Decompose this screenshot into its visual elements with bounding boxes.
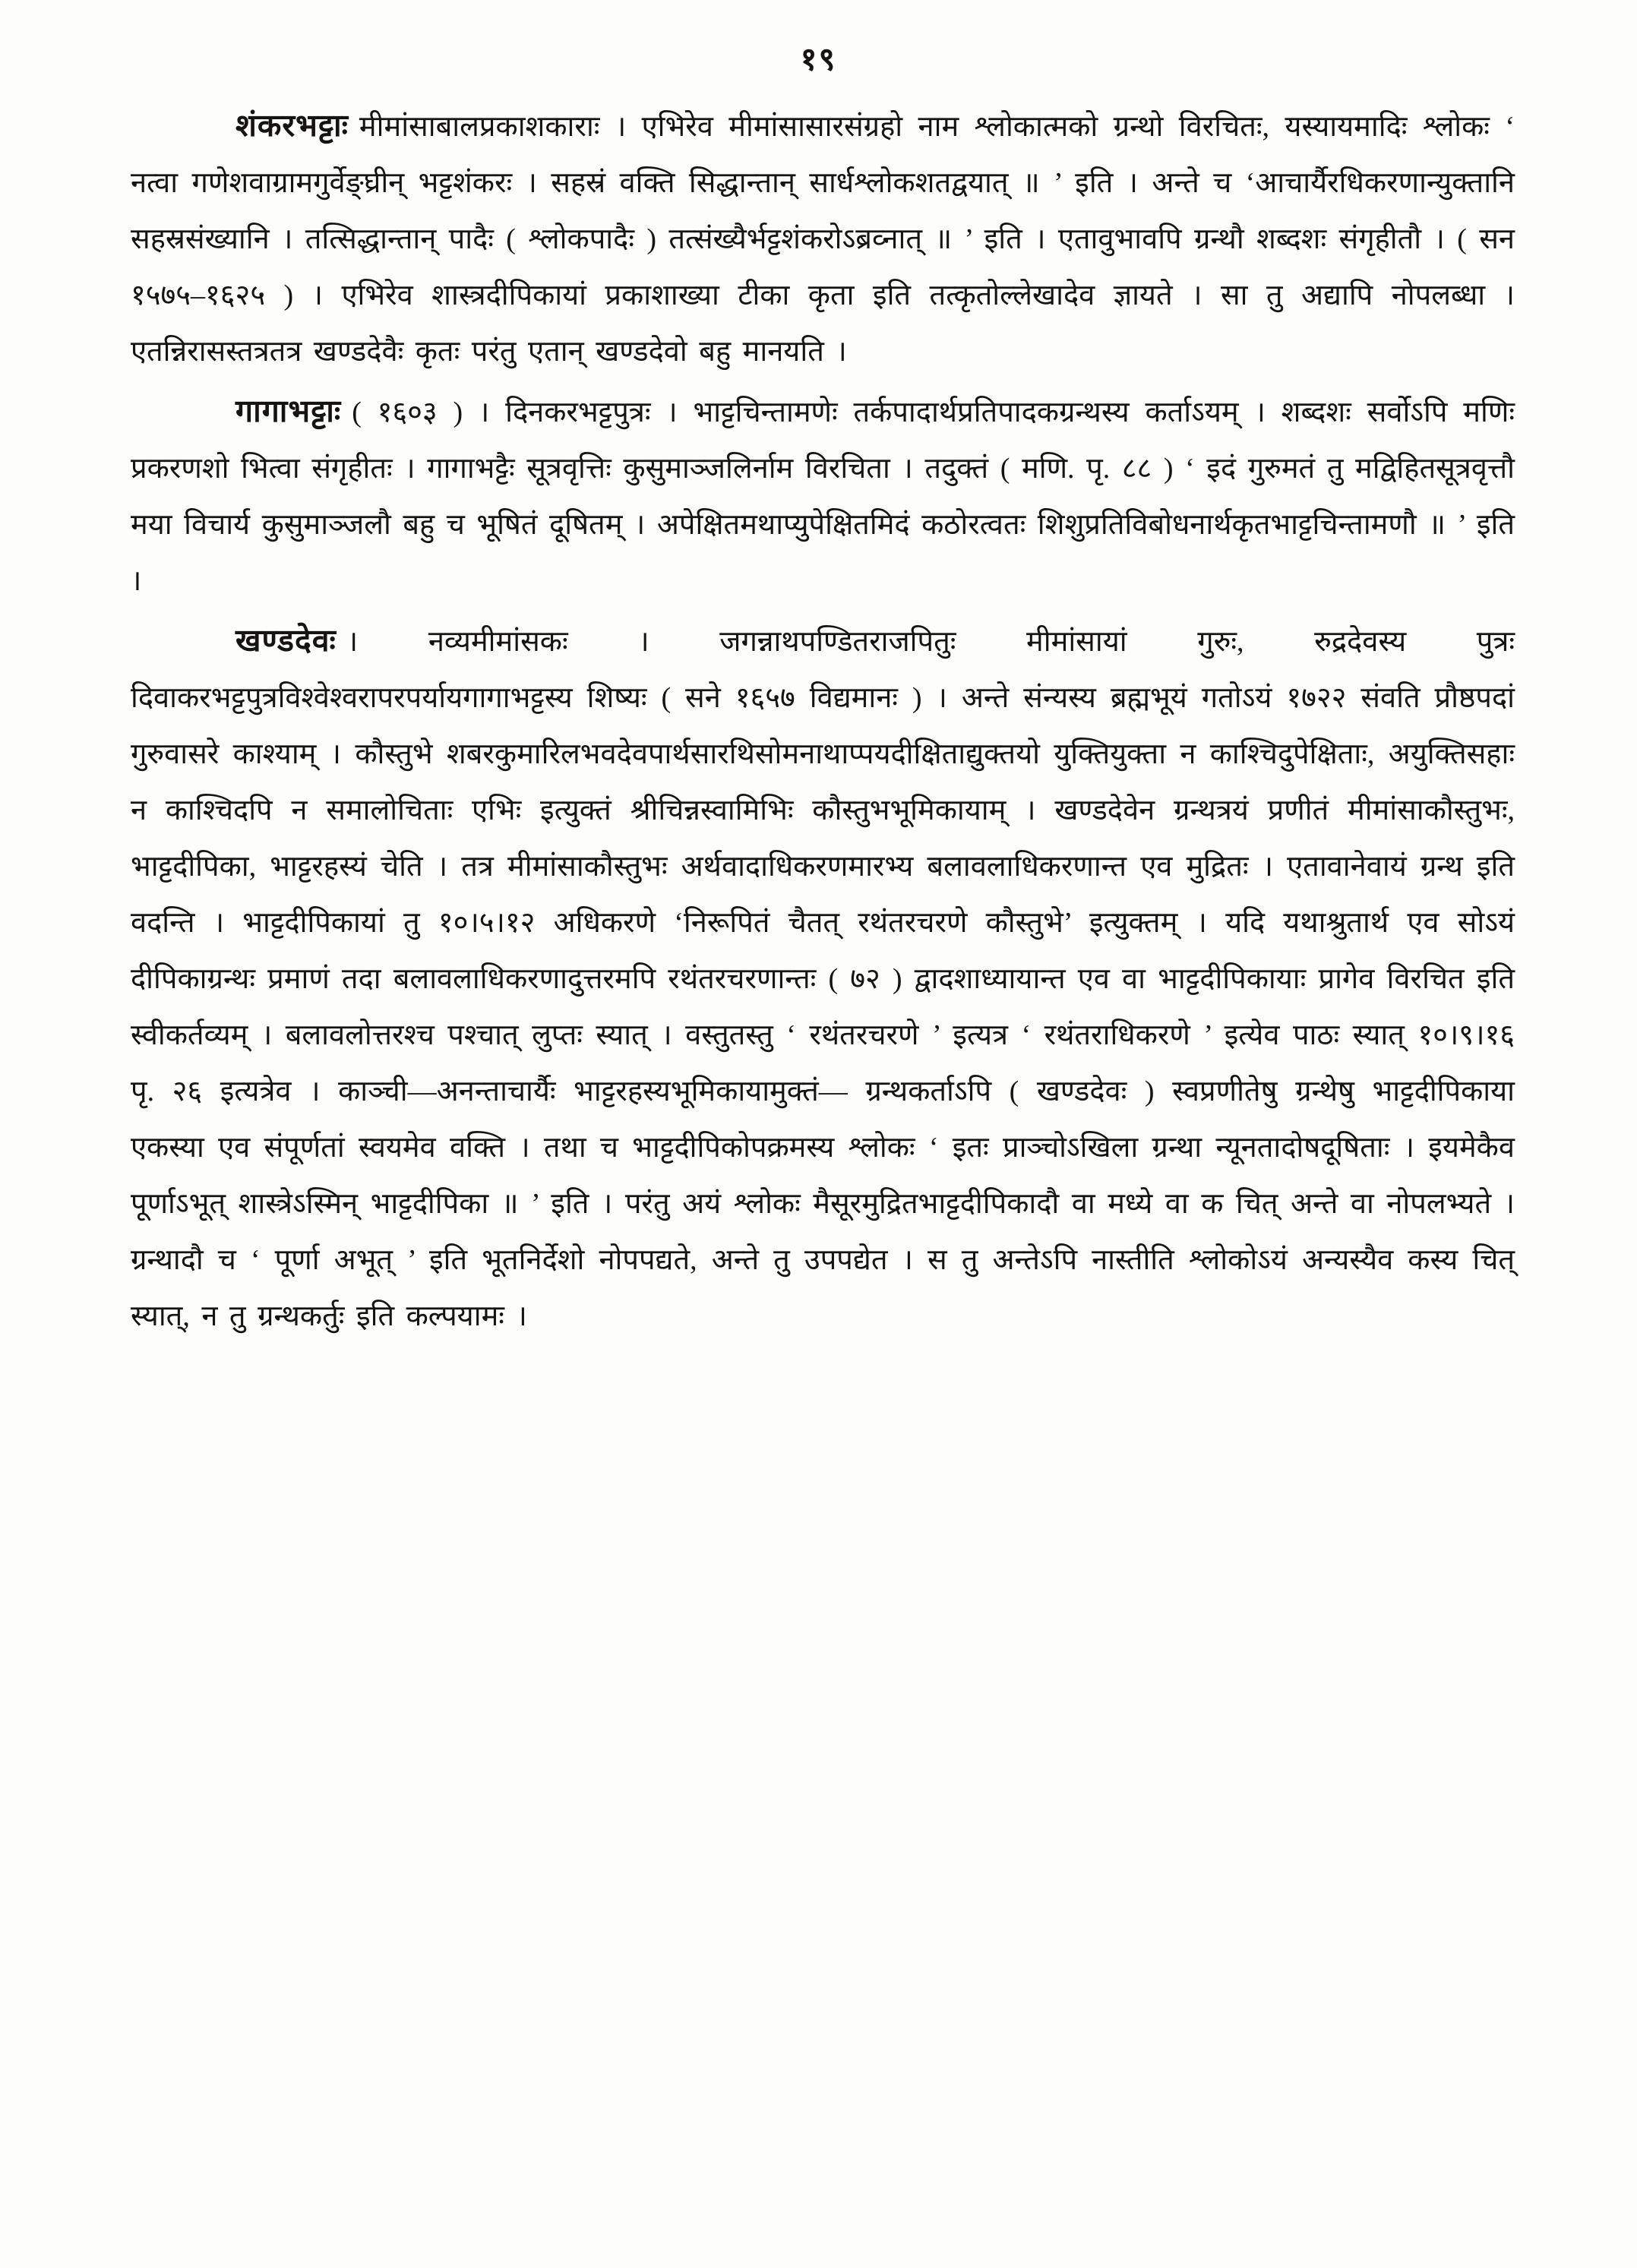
entry-text: । नव्यमीमांसकः । जगन्नाथपण्डितराजपितुः मीमांसायां गुरुः, रुद्रदेवस्य पुत्रः दिवाकरभट्टपुत्रविश्वेश्वरापरपर्यायगागाभट्टस्य शिष्यः ( सने १६५७ विद्यमानः ) । अन्ते संन्यस्य ब्रह्मभूयं गतोऽयं १७२२ संवति प्रौष्ठपदां गुरुवासरे काश्याम् । कौस्तुभे शबरकुमारिलभवदेवपार्थसारथिसोमनाथाप्पयदीक्षिताद्युक्तयो युक्तियुक्ता न काश्चिदुपेक्षिताः, अयुक्तिसहाः न काश्चिदपि न समालोचिताः एभिः इत्युक्तं श्रीचिन्नस्वामिभिः कौस्तुभभूमिकायाम् । खण्डदेवेन ग्रन्थत्रयं प्रणीतं मीमांसाकौस्तुभः, भाट्टदीपिका, भाट्टरहस्यं चेति । तत्र मीमांसाकौस्तुभः अर्थवादाधिकरणमारभ्य बलावलाधिकरणान्त एव मुद्रितः । एतावानेवायं ग्रन्थ इति वदन्ति । भाट्टदीपिकायां तु १०।५।१२ अधिकरणे ‘निरूपितं चैतत् रथंतरचरणे कौस्तुभे’ इत्युक्तम् । यदि यथाश्रुतार्थ एव सोऽयं दीपिकाग्रन्थः प्रमाणं तदा बलावलाधिकरणादुत्तरमपि रथंतरचरणान्तः ( ७२ ) द्वादशाध्यायान्त एव वा भाट्टदीपिकायाः प्रागेव विरचित इति स्वीकर्तव्यम् । बलावलोत्तरश्च पश्चात् लुप्तः स्यात् । वस्तुतस्तु ‘ रथंतरचरणे ’ इत्यत्र ‘ रथंतराधिकरणे ’ इत्येव पाठः स्यात् १०।९।१६ पृ. २६ इत्यत्रेव । काञ्ची—अनन्ताचार्यैः भाट्टरहस्यभूमिकायामुक्तं— ग्रन्थकर्ताऽपि ( खण्डदेवः ) स्वप्रणीतेषु ग्रन्थेषु भाट्टदीपिकाया एकस्या एव संपूर्णतां स्वयमेव वक्ति । तथा च भाट्टदीपिकोपक्रमस्य श्लोकः ‘ इतः प्राञ्चोऽखिला ग्रन्था न्यूनतादोषदूषिताः । इयमेकैव पूर्णाऽभूत् शास्त्रेऽस्मिन् भाट्टदीपिका ॥ ’ इति । परंतु अयं श्लोकः मैसूरमुद्रितभाट्टदीपिकादौ वा मध्ये वा क चित् अन्ते वा नोपलभ्यते । ग्रन्थादौ च ‘ पूर्णा अभूत् ’ इति भूतनिर्देशो नोपपद्यते, अन्ते तु उपपद्येत । स तु अन्तेऽपि नास्तीति श्लोकोऽयं अन्यस्यैव कस्य चित् स्यात्, न तु ग्रन्थकर्तुः इति कल्पयामः । — [131, 626, 1515, 1332]
entry-text: मीमांसाबालप्रकाशकाराः । एभिरेव मीमांसासारसंग्रहो नाम श्लोकात्मको ग्रन्थो विरचितः, यस्यायमादिः श्लोकः ‘ नत्वा गणेशवाग्रामगुर्वेङ्घ्रीन् भट्टशंकरः । सहस्रं वक्ति सिद्धान्तान् सार्धश्लोकशतद्वयात् ॥ ’ इति । अन्ते च ‘आचार्यैरधिकरणान्युक्तानि सहस्रसंख्यानि । तत्सिद्धान्तान् पादैः ( श्लोकपादैः ) तत्संख्यैर्भट्टशंकरोऽब्रव्नात् ॥ ’ इति । एतावुभावपि ग्रन्थौ शब्दशः संगृहीतौ । ( सन १५७५–१६२५ ) । एभिरेव शास्त्रदीपिकायां प्रकाशाख्या टीका कृता इति तत्कृतोल्लेखादेव ज्ञायते । सा तु अद्यापि नोपलब्धा । एतन्निरासस्तत्रतत्र खण्डदेवैः कृतः परंतु एतान् खण्डदेवो बहु मानयति । — [131, 111, 1515, 368]
paragraph-khandadeva — [131, 612, 1515, 1344]
entry-heading: शंकरभट्टाः — [235, 108, 349, 143]
entry-heading: गागाभट्टाः — [235, 393, 342, 428]
page-number: १९ — [800, 43, 837, 77]
paragraph-gagabhatta — [131, 383, 1515, 609]
entry-text: ( १६०३ ) । दिनकरभट्टपुत्रः । भाट्टचिन्तामणेः तर्कपादार्थप्रतिपादकग्रन्थस्य कर्ताऽयम् । शब्दशः सर्वोऽपि मणिः प्रकरणशो भित्वा संगृहीतः । गागाभट्टैः सूत्रवृत्तिः कुसुमाञ्जलिर्नाम विरचिता । तदुक्तं ( मणि. पृ. ८८ ) ‘ इदं गुरुमतं तु मद्विहितसूत्रवृत्तौ मया विचार्य कुसुमाञ्जलौ बहु च भूषितं दूषितम् । अपेक्षितमथाप्युपेक्षितमिदं कठोरत्वतः शिशुप्रतिविबोधनार्थकृतभाट्टचिन्तामणौ ॥ ’ इति । — [131, 396, 1515, 597]
paragraph-shankarabhatta — [131, 97, 1515, 380]
entry-heading: खण्डदेवः — [235, 623, 337, 658]
page-content — [131, 97, 1515, 1347]
